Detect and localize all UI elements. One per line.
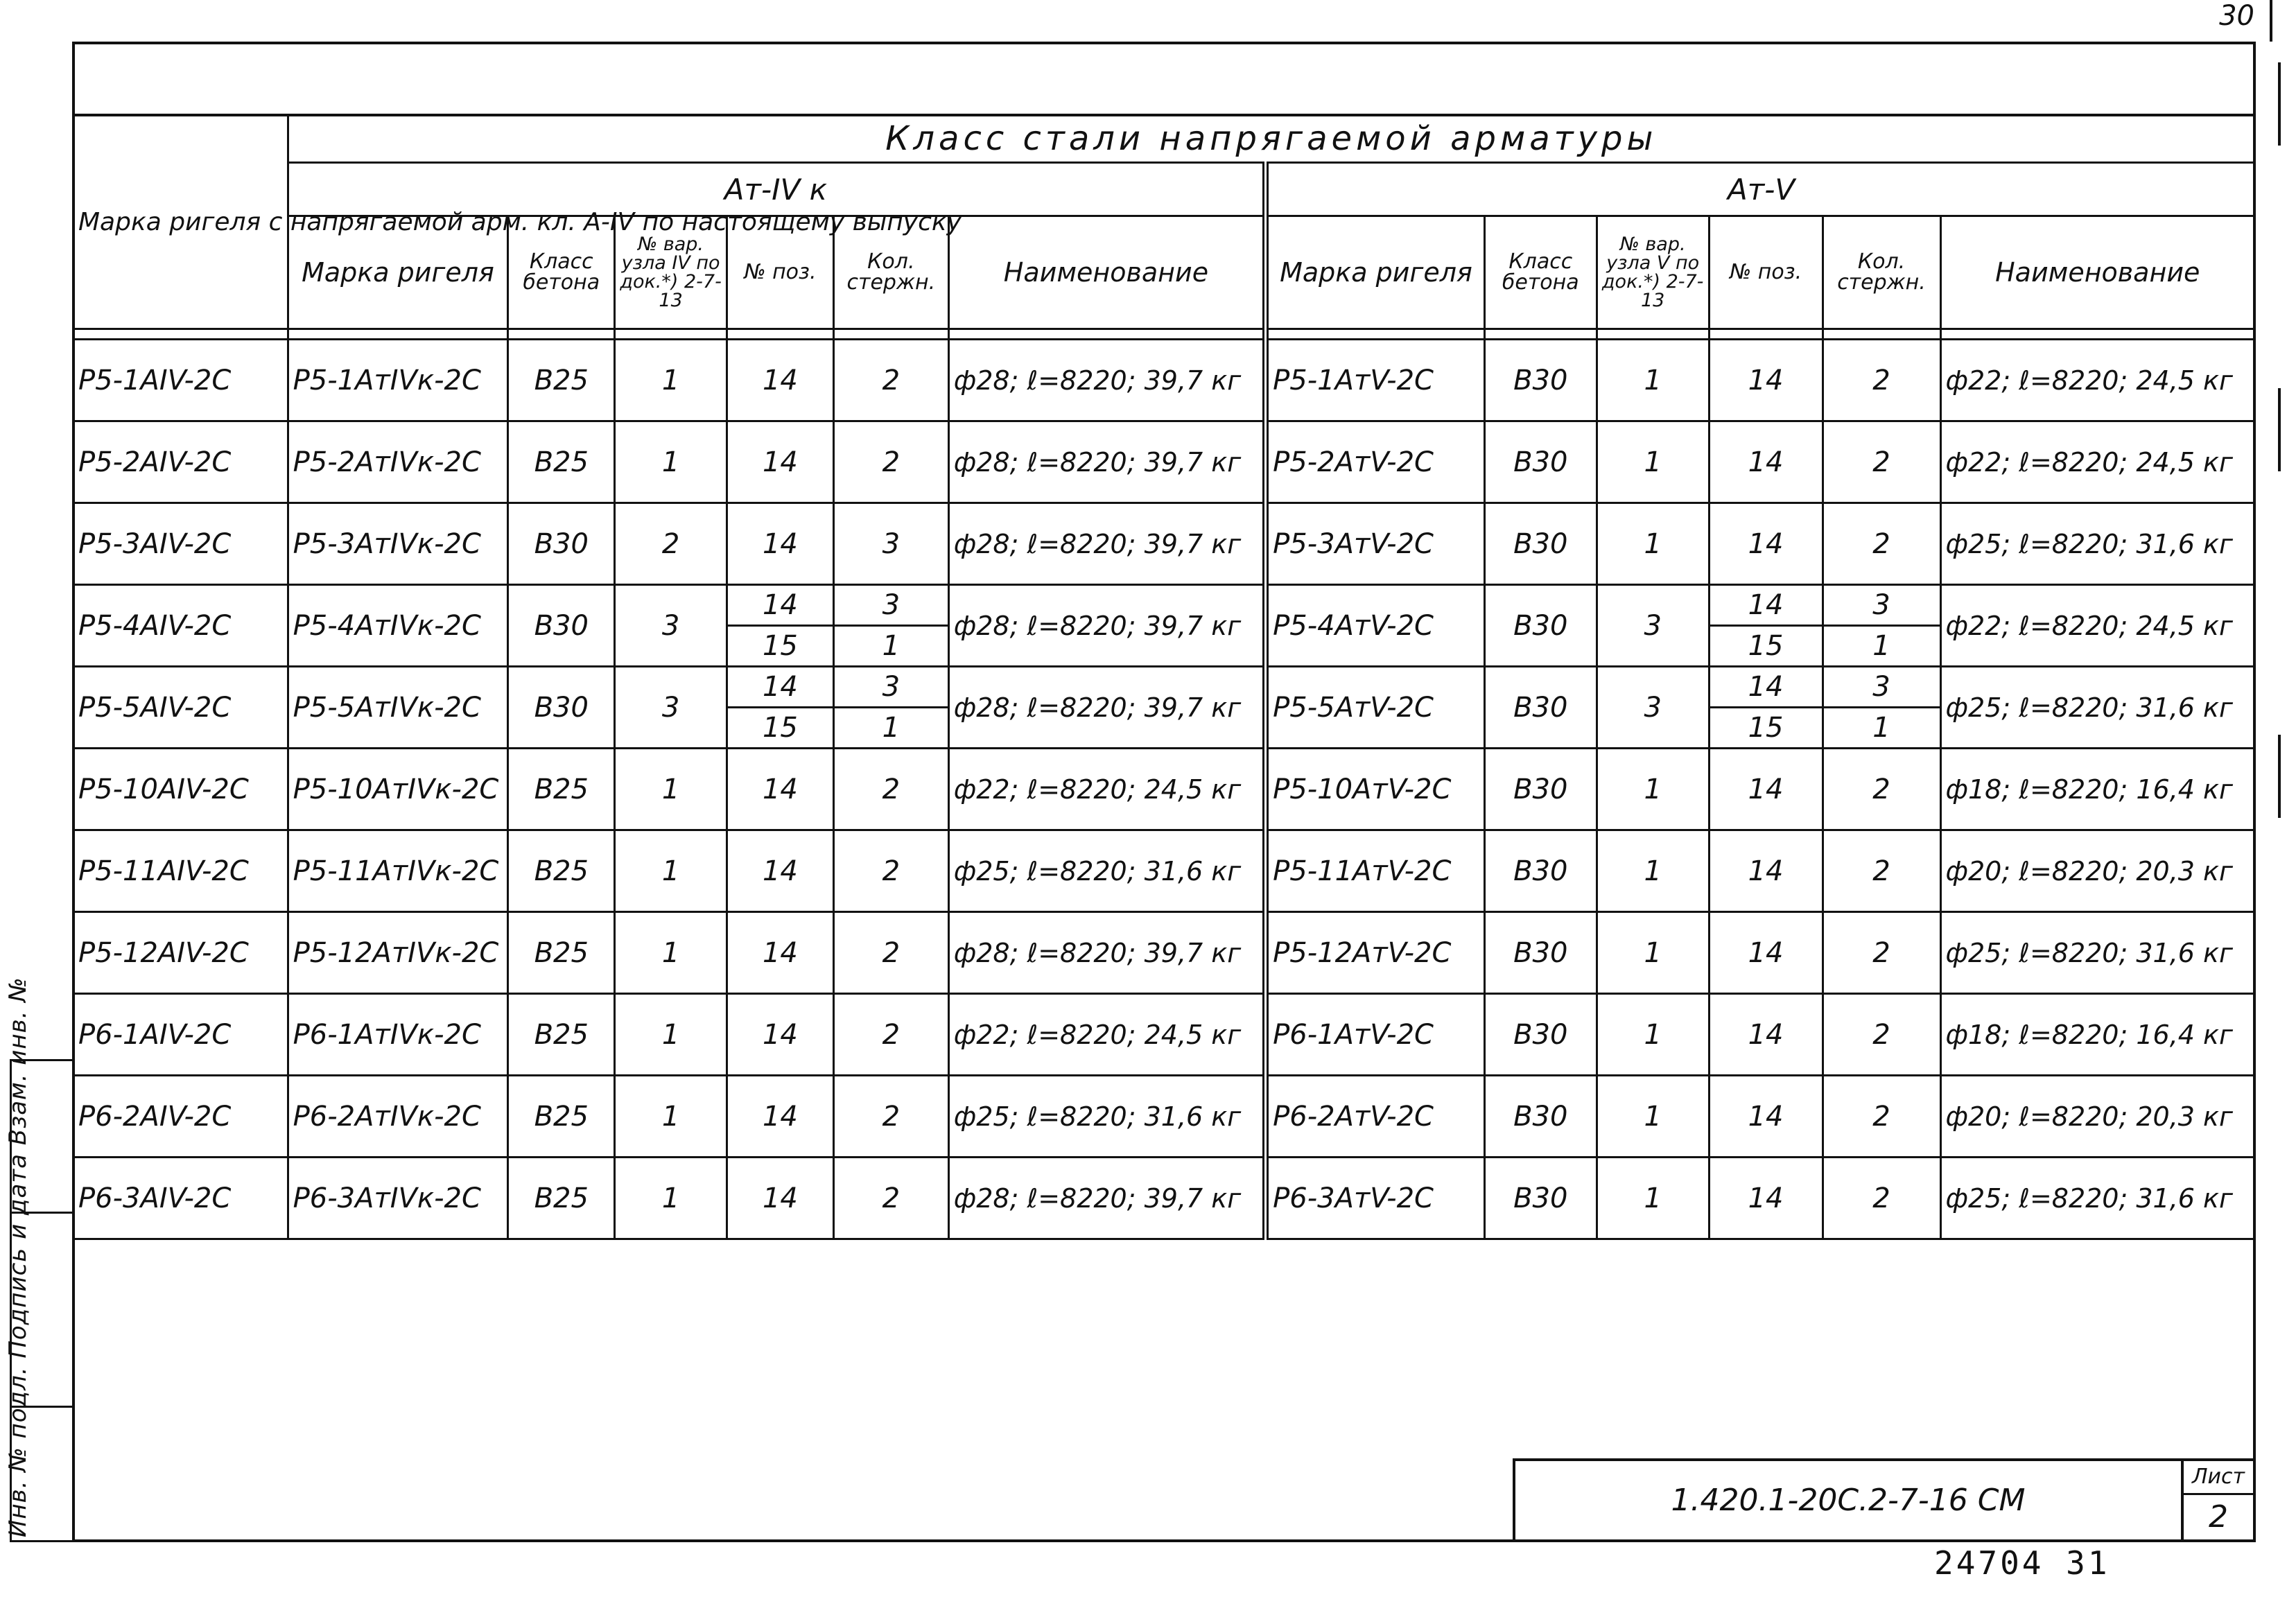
row-right-pos: 14 bbox=[1709, 1158, 1823, 1239]
row-right-count: 2 bbox=[1823, 994, 1940, 1076]
row-left-pos: 14 bbox=[727, 1158, 834, 1239]
row-right-concrete: В30 bbox=[1484, 830, 1597, 912]
row-left-pos-part: 14 bbox=[728, 586, 833, 627]
base-mark-header: Марка ригеля с напрягаемой арм. кл. А-IV по настоящему выпуску bbox=[73, 115, 288, 329]
row-right-concrete: В30 bbox=[1484, 667, 1597, 749]
row-left-name: ф28; ℓ=8220; 39,7 кг bbox=[948, 667, 1265, 749]
row-right-variant: 1 bbox=[1597, 421, 1709, 503]
row-left-name: ф28; ℓ=8220; 39,7 кг bbox=[948, 585, 1265, 667]
row-right-pos: 14 bbox=[1709, 749, 1823, 830]
row-left-concrete: В25 bbox=[508, 830, 615, 912]
col-mark-right: Марка ригеля bbox=[1266, 216, 1485, 329]
col-pos-left: № поз. bbox=[727, 216, 834, 329]
row-left-mark: Р5-5АтIVк-2С bbox=[288, 667, 508, 749]
row-base-mark: Р6-2АIV-2С bbox=[73, 1076, 288, 1158]
row-right-concrete: В30 bbox=[1484, 585, 1597, 667]
row-right-count-part: 1 bbox=[1872, 630, 1890, 662]
spec-table bbox=[72, 114, 2256, 1240]
row-right-pos-part: 15 bbox=[1748, 630, 1784, 662]
row-left-variant: 1 bbox=[615, 912, 727, 994]
row-right-count: 2 bbox=[1823, 912, 1940, 994]
row-left-mark: Р6-2АтIVк-2С bbox=[288, 1076, 508, 1158]
row-right-concrete: В30 bbox=[1484, 421, 1597, 503]
row-left-pos bbox=[727, 585, 834, 667]
row-right-count bbox=[1823, 585, 1940, 667]
row-left-mark: Р5-2АтIVк-2С bbox=[288, 421, 508, 503]
row-right-name: ф25; ℓ=8220; 31,6 кг bbox=[1940, 1158, 2254, 1239]
row-left-pos bbox=[727, 667, 834, 749]
row-left-count-part: 3 bbox=[835, 586, 948, 627]
row-left-count: 2 bbox=[833, 1076, 948, 1158]
row-right-count: 2 bbox=[1823, 830, 1940, 912]
row-right-variant: 1 bbox=[1597, 503, 1709, 585]
side-strip-text: Инв. № подл. Подпись и дата Взам. инв. № bbox=[4, 977, 32, 1537]
row-right-count: 2 bbox=[1823, 421, 1940, 503]
row-base-mark: Р5-4АIV-2С bbox=[73, 585, 288, 667]
row-left-name: ф22; ℓ=8220; 24,5 кг bbox=[948, 994, 1265, 1076]
row-right-name: ф25; ℓ=8220; 31,6 кг bbox=[1940, 503, 2254, 585]
row-base-mark: Р5-10АIV-2С bbox=[73, 749, 288, 830]
document-code: 1.420.1-20С.2-7-16 СМ bbox=[1671, 1483, 2026, 1518]
row-left-mark: Р6-3АтIVк-2С bbox=[288, 1158, 508, 1239]
row-left-mark: Р5-10АтIVк-2С bbox=[288, 749, 508, 830]
row-left-concrete: В25 bbox=[508, 1076, 615, 1158]
row-left-mark: Р5-11АтIVк-2С bbox=[288, 830, 508, 912]
table-row bbox=[73, 1076, 2255, 1158]
row-right-concrete: В30 bbox=[1484, 749, 1597, 830]
row-left-variant: 1 bbox=[615, 994, 727, 1076]
row-right-mark: Р5-5АтV-2С bbox=[1266, 667, 1485, 749]
corner-tick bbox=[2270, 0, 2272, 42]
row-left-name: ф28; ℓ=8220; 39,7 кг bbox=[948, 912, 1265, 994]
row-right-mark: Р5-11АтV-2С bbox=[1266, 830, 1485, 912]
row-base-mark: Р5-5АIV-2С bbox=[73, 667, 288, 749]
row-right-concrete: В30 bbox=[1484, 912, 1597, 994]
row-left-mark: Р5-4АтIVк-2С bbox=[288, 585, 508, 667]
row-left-name: ф25; ℓ=8220; 31,6 кг bbox=[948, 1076, 1265, 1158]
row-right-name: ф20; ℓ=8220; 20,3 кг bbox=[1940, 830, 2254, 912]
row-left-count: 2 bbox=[833, 749, 948, 830]
edge-mark bbox=[2278, 735, 2281, 818]
row-left-pos: 14 bbox=[727, 830, 834, 912]
row-right-mark: Р6-2АтV-2С bbox=[1266, 1076, 1485, 1158]
row-right-concrete: В30 bbox=[1484, 994, 1597, 1076]
row-right-name: ф22; ℓ=8220; 24,5 кг bbox=[1940, 340, 2254, 421]
row-left-count: 2 bbox=[833, 912, 948, 994]
row-left-name: ф28; ℓ=8220; 39,7 кг bbox=[948, 503, 1265, 585]
edge-mark bbox=[2278, 62, 2281, 146]
row-left-concrete: В25 bbox=[508, 912, 615, 994]
page-number: 30 bbox=[2219, 0, 2254, 32]
col-name-right: Наименование bbox=[1940, 216, 2254, 329]
row-left-concrete: В25 bbox=[508, 1158, 615, 1239]
row-right-name: ф18; ℓ=8220; 16,4 кг bbox=[1940, 749, 2254, 830]
row-right-pos bbox=[1709, 585, 1823, 667]
row-right-pos bbox=[1709, 667, 1823, 749]
col-count-right: Кол. стержн. bbox=[1823, 216, 1940, 329]
row-right-variant: 1 bbox=[1597, 340, 1709, 421]
row-left-concrete: В25 bbox=[508, 340, 615, 421]
row-left-concrete: В25 bbox=[508, 421, 615, 503]
title-block bbox=[1513, 1458, 2256, 1542]
row-left-count: 2 bbox=[833, 830, 948, 912]
row-base-mark: Р6-3АIV-2С bbox=[73, 1158, 288, 1239]
row-base-mark: Р5-3АIV-2С bbox=[73, 503, 288, 585]
footer-number: 24704 31 bbox=[1934, 1544, 2110, 1582]
row-left-variant: 1 bbox=[615, 1158, 727, 1239]
row-right-pos: 14 bbox=[1709, 1076, 1823, 1158]
row-right-mark: Р5-1АтV-2С bbox=[1266, 340, 1485, 421]
row-right-count: 2 bbox=[1823, 1158, 1940, 1239]
table-row bbox=[73, 749, 2255, 830]
row-left-concrete: В30 bbox=[508, 503, 615, 585]
row-left-count: 2 bbox=[833, 340, 948, 421]
row-left-pos: 14 bbox=[727, 340, 834, 421]
row-right-count: 2 bbox=[1823, 749, 1940, 830]
row-right-mark: Р6-3АтV-2С bbox=[1266, 1158, 1485, 1239]
row-right-variant: 1 bbox=[1597, 830, 1709, 912]
row-right-pos: 14 bbox=[1709, 340, 1823, 421]
row-right-mark: Р5-12АтV-2С bbox=[1266, 912, 1485, 994]
row-left-count-part: 1 bbox=[882, 712, 901, 744]
row-left-name: ф25; ℓ=8220; 31,6 кг bbox=[948, 830, 1265, 912]
row-right-variant: 1 bbox=[1597, 994, 1709, 1076]
row-left-name: ф28; ℓ=8220; 39,7 кг bbox=[948, 340, 1265, 421]
row-left-mark: Р6-1АтIVк-2С bbox=[288, 994, 508, 1076]
row-base-mark: Р5-2АIV-2С bbox=[73, 421, 288, 503]
row-right-count-part: 1 bbox=[1872, 712, 1890, 744]
col-variant-left: № вар. узла IV по док.*) 2-7-13 bbox=[615, 216, 727, 329]
row-right-pos: 14 bbox=[1709, 994, 1823, 1076]
row-right-count-part: 3 bbox=[1824, 586, 1940, 627]
row-right-name: ф20; ℓ=8220; 20,3 кг bbox=[1940, 1076, 2254, 1158]
row-left-count bbox=[833, 585, 948, 667]
row-right-pos-part: 15 bbox=[1748, 712, 1784, 744]
row-base-mark: Р5-11АIV-2С bbox=[73, 830, 288, 912]
row-left-variant: 3 bbox=[615, 585, 727, 667]
sheet-box bbox=[2181, 1461, 2253, 1539]
row-left-mark: Р5-12АтIVк-2С bbox=[288, 912, 508, 994]
row-left-variant: 1 bbox=[615, 421, 727, 503]
table-row bbox=[73, 830, 2255, 912]
table-row bbox=[73, 994, 2255, 1076]
row-right-count: 2 bbox=[1823, 1076, 1940, 1158]
row-base-mark: Р6-1АIV-2С bbox=[73, 994, 288, 1076]
row-right-concrete: В30 bbox=[1484, 340, 1597, 421]
col-name-left: Наименование bbox=[948, 216, 1265, 329]
row-right-variant: 3 bbox=[1597, 585, 1709, 667]
col-concrete-right: Класс бетона bbox=[1484, 216, 1597, 329]
row-right-count bbox=[1823, 667, 1940, 749]
row-right-mark: Р5-3АтV-2С bbox=[1266, 503, 1485, 585]
row-left-pos-part: 14 bbox=[728, 667, 833, 708]
row-left-pos: 14 bbox=[727, 994, 834, 1076]
row-right-concrete: В30 bbox=[1484, 503, 1597, 585]
row-right-count: 2 bbox=[1823, 340, 1940, 421]
row-right-pos: 14 bbox=[1709, 503, 1823, 585]
row-right-mark: Р6-1АтV-2С bbox=[1266, 994, 1485, 1076]
row-right-concrete: В30 bbox=[1484, 1076, 1597, 1158]
row-right-name: ф25; ℓ=8220; 31,6 кг bbox=[1940, 667, 2254, 749]
row-left-concrete: В30 bbox=[508, 667, 615, 749]
row-right-count-part: 3 bbox=[1824, 667, 1940, 708]
row-left-count-part: 3 bbox=[835, 667, 948, 708]
row-right-variant: 3 bbox=[1597, 667, 1709, 749]
row-base-mark: Р5-12АIV-2С bbox=[73, 912, 288, 994]
row-left-variant: 2 bbox=[615, 503, 727, 585]
row-right-variant: 1 bbox=[1597, 749, 1709, 830]
row-left-variant: 3 bbox=[615, 667, 727, 749]
row-left-concrete: В25 bbox=[508, 749, 615, 830]
row-right-variant: 1 bbox=[1597, 912, 1709, 994]
row-right-variant: 1 bbox=[1597, 1158, 1709, 1239]
row-right-name: ф18; ℓ=8220; 16,4 кг bbox=[1940, 994, 2254, 1076]
row-left-mark: Р5-3АтIVк-2С bbox=[288, 503, 508, 585]
table-row bbox=[73, 503, 2255, 585]
row-left-concrete: В30 bbox=[508, 585, 615, 667]
row-right-name: ф25; ℓ=8220; 31,6 кг bbox=[1940, 912, 2254, 994]
row-right-pos-part: 14 bbox=[1710, 586, 1822, 627]
col-concrete-left: Класс бетона bbox=[508, 216, 615, 329]
row-right-mark: Р5-2АтV-2С bbox=[1266, 421, 1485, 503]
sheet-label: Лист bbox=[2184, 1461, 2253, 1495]
group-left-header: Ат-IV к bbox=[288, 163, 1266, 216]
table-title: Класс стали напрягаемой арматуры bbox=[288, 115, 2254, 163]
row-right-pos-part: 14 bbox=[1710, 667, 1822, 708]
row-right-name: ф22; ℓ=8220; 24,5 кг bbox=[1940, 585, 2254, 667]
row-left-count-part: 1 bbox=[882, 630, 901, 662]
row-left-count: 2 bbox=[833, 421, 948, 503]
row-left-name: ф28; ℓ=8220; 39,7 кг bbox=[948, 1158, 1265, 1239]
row-right-name: ф22; ℓ=8220; 24,5 кг bbox=[1940, 421, 2254, 503]
table-row bbox=[73, 1158, 2255, 1239]
row-left-name: ф22; ℓ=8220; 24,5 кг bbox=[948, 749, 1265, 830]
col-mark-left: Марка ригеля bbox=[288, 216, 508, 329]
row-left-count bbox=[833, 667, 948, 749]
row-left-mark: Р5-1АтIVк-2С bbox=[288, 340, 508, 421]
row-left-count: 2 bbox=[833, 1158, 948, 1239]
row-base-mark: Р5-1АIV-2С bbox=[73, 340, 288, 421]
row-left-pos-part: 15 bbox=[762, 712, 798, 744]
row-left-count: 3 bbox=[833, 503, 948, 585]
col-variant-right: № вар. узла V по док.*) 2-7-13 bbox=[1597, 216, 1709, 329]
table-row bbox=[73, 585, 2255, 667]
row-left-pos: 14 bbox=[727, 912, 834, 994]
row-left-pos: 14 bbox=[727, 749, 834, 830]
row-left-pos: 14 bbox=[727, 421, 834, 503]
row-left-count: 2 bbox=[833, 994, 948, 1076]
header-separator bbox=[73, 329, 2255, 340]
table-row bbox=[73, 912, 2255, 994]
row-left-variant: 1 bbox=[615, 1076, 727, 1158]
row-left-pos: 14 bbox=[727, 1076, 834, 1158]
row-right-pos: 14 bbox=[1709, 830, 1823, 912]
col-pos-right: № поз. bbox=[1709, 216, 1823, 329]
row-left-variant: 1 bbox=[615, 749, 727, 830]
sheet-number: 2 bbox=[2209, 1499, 2228, 1535]
table-row bbox=[73, 421, 2255, 503]
row-left-pos-part: 15 bbox=[762, 630, 798, 662]
edge-mark bbox=[2278, 388, 2281, 471]
row-right-count: 2 bbox=[1823, 503, 1940, 585]
table-row bbox=[73, 340, 2255, 421]
row-left-pos: 14 bbox=[727, 503, 834, 585]
group-right-header: Ат-V bbox=[1266, 163, 2255, 216]
col-count-left: Кол. стержн. bbox=[833, 216, 948, 329]
row-right-mark: Р5-10АтV-2С bbox=[1266, 749, 1485, 830]
row-right-concrete: В30 bbox=[1484, 1158, 1597, 1239]
row-right-pos: 14 bbox=[1709, 421, 1823, 503]
table-row bbox=[73, 667, 2255, 749]
row-left-variant: 1 bbox=[615, 830, 727, 912]
row-left-variant: 1 bbox=[615, 340, 727, 421]
row-left-concrete: В25 bbox=[508, 994, 615, 1076]
row-right-variant: 1 bbox=[1597, 1076, 1709, 1158]
row-left-name: ф28; ℓ=8220; 39,7 кг bbox=[948, 421, 1265, 503]
row-right-mark: Р5-4АтV-2С bbox=[1266, 585, 1485, 667]
row-right-pos: 14 bbox=[1709, 912, 1823, 994]
